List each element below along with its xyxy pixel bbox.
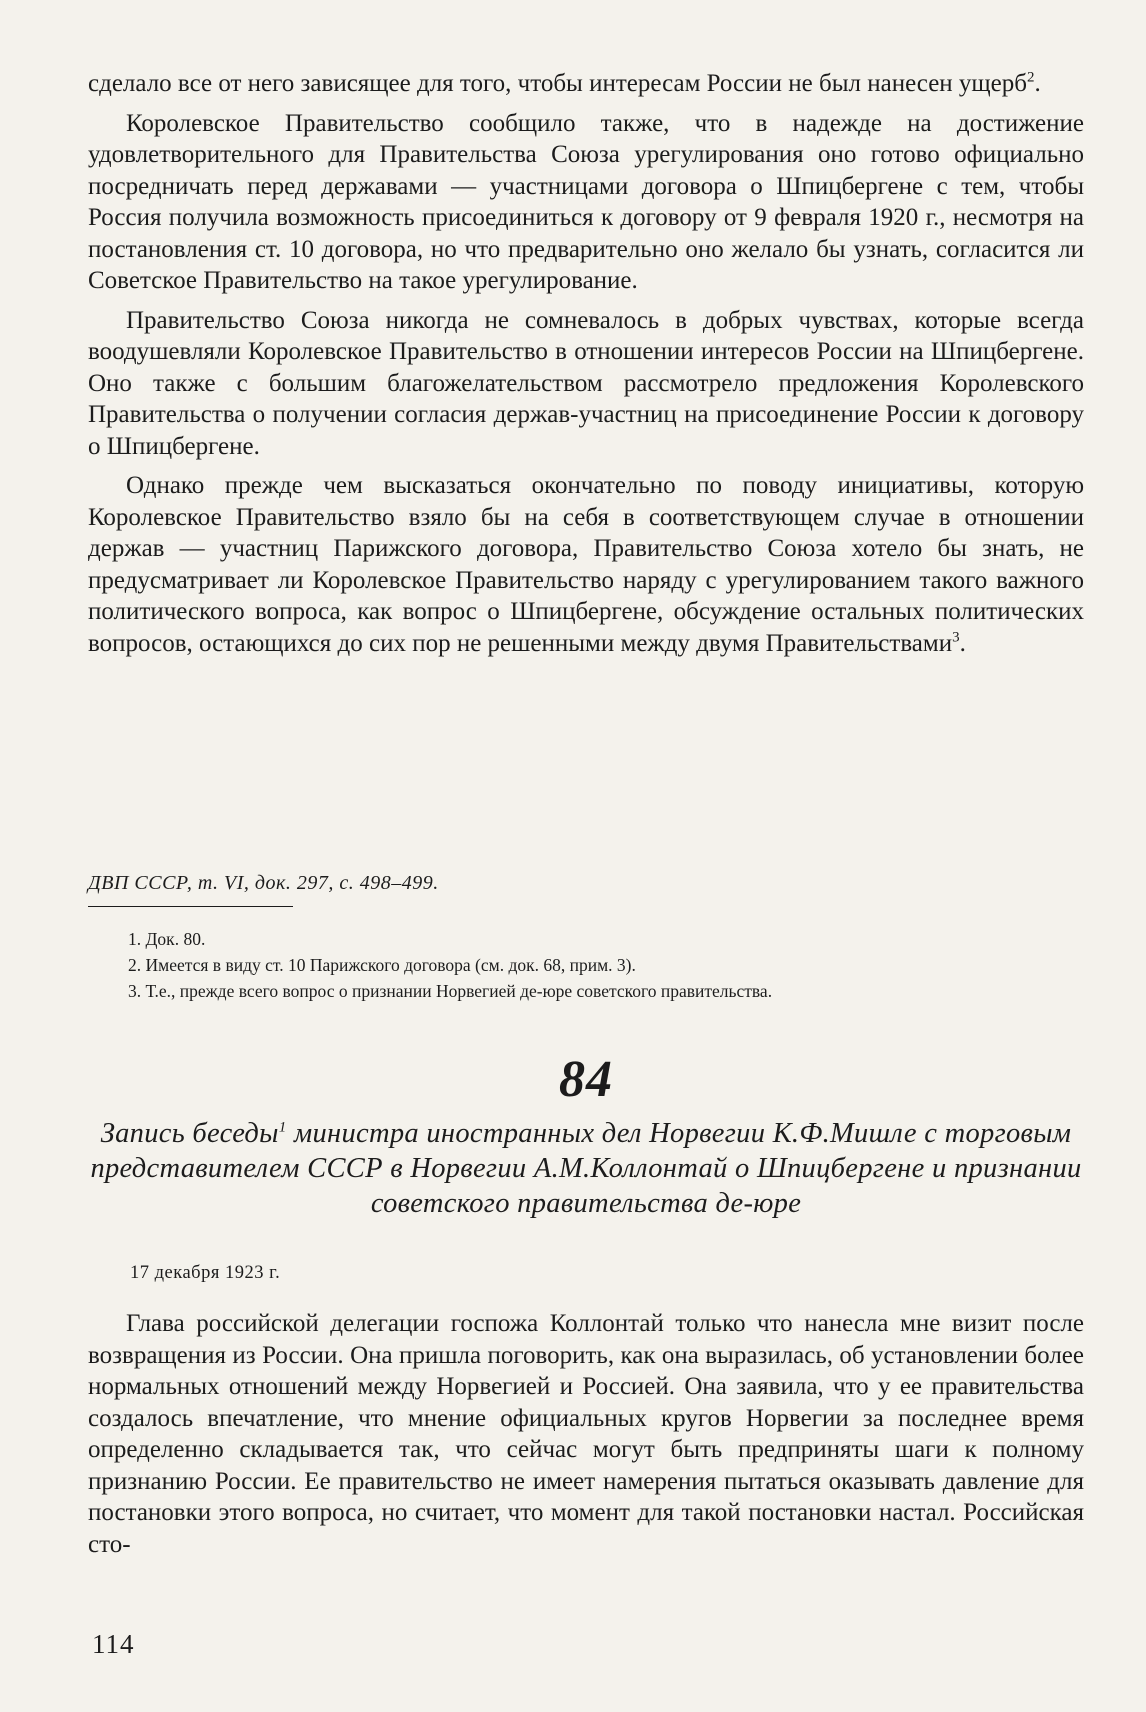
source-reference — [88, 872, 1084, 895]
footnote: 3. Т.е., прежде всего вопрос о признании Норвегией де-юре советского правительства. — [128, 981, 773, 1001]
document-date: 17 декабря 1923 г. — [130, 1263, 281, 1283]
paragraph: Правительство Союза никогда не сомневалось в добрых чувствах, которые всегда воодушевляли Королевское Правительство в отношении интересов России на Шпицбергене. Оно также с большим благожелательством рассмотрело предложения Королевского Правительства о получении согласия держав-участниц на присоединение России к договору о Шпицбергене. — [88, 306, 1084, 460]
footnote-ref: 3 — [952, 629, 960, 646]
doc-number-block — [88, 1050, 1084, 1109]
footnote: 2. Имеется в виду ст. 10 Парижского договора (см. док. 68, прим. 3). — [128, 955, 636, 975]
title-text: министра иностранных дел Норвегии К.Ф.Мишле с торговым представителем СССР в Норвегии А.М.Коллонтай о Шпицбергене и признании советского правительства де-юре — [90, 1118, 1082, 1219]
footnote-ref: 2 — [1027, 69, 1035, 86]
footnote-divider — [88, 906, 293, 907]
page-number: 114 — [92, 1629, 135, 1659]
body-text — [88, 1308, 1084, 1560]
paragraph-text: сделало все от него зависящее для того, чтобы интересам России не был нанесен ущерб — [88, 70, 1027, 97]
title-text: Запись беседы — [100, 1118, 279, 1149]
footnotes — [88, 926, 1084, 1004]
date-block — [88, 1263, 1084, 1284]
source-citation: ДВП СССР, т. VI, док. 297, с. 498–499. — [88, 872, 439, 894]
main-text — [88, 68, 1084, 659]
punctuation: . — [1034, 70, 1041, 97]
paragraph: Королевское Правительство сообщило также, что в надежде на достижение удовлетворительного для Правительства Союза урегулирования оно готово официально посредничать перед державами — участницами договора о Шпицбергене с тем, чтобы Россия получила возможность присоединиться к договору от 9 февраля 1920 г., несмотря на постановления ст. 10 договора, но что предварительно оно желало бы узнать, согласится ли Советское Правительство на такое урегулирование. — [88, 109, 1084, 294]
paragraph-continued — [88, 68, 1084, 100]
paragraph-text: Однако прежде чем высказаться окончательно по поводу инициативы, которую Королевское Правительство взяло бы на себя в соответствующем случае в отношении держав — участниц Парижского договора, Правительство Союза хотело бы знать, не предусматривает ли Королевское Правительство наряду с урегулированием такого важного политического вопроса, как вопрос о Шпицбергене, обсуждение остальных политических вопросов, остающихся до сих пор не решенными между двумя Правительствами — [88, 472, 1084, 657]
punctuation: . — [959, 629, 966, 657]
document-number: 84 — [559, 1051, 613, 1108]
footnote-ref: 1 — [278, 1119, 287, 1136]
paragraph: Глава российской делегации госпожа Коллонтай только что нанесла мне визит после возвращения из России. Она пришла поговорить, как она выразилась, об установлении более нормальных отношений между Норвегией и Россией. Она заявила, что у ее правительства создалось впечатление, что мнение официальных кругов Норвегии за последнее время определенно складывается так, что сейчас могут быть предприняты шаги к полному признанию России. Ее правительство не имеет намерения пытаться оказывать давление для постановки этого вопроса, но считает, что момент для такой постановки настал. Российская сто- — [88, 1310, 1084, 1558]
document-title — [88, 1116, 1084, 1221]
footnote: 1. Док. 80. — [128, 929, 206, 949]
doc-title-block — [88, 1116, 1084, 1221]
paragraph-last — [88, 470, 1084, 659]
